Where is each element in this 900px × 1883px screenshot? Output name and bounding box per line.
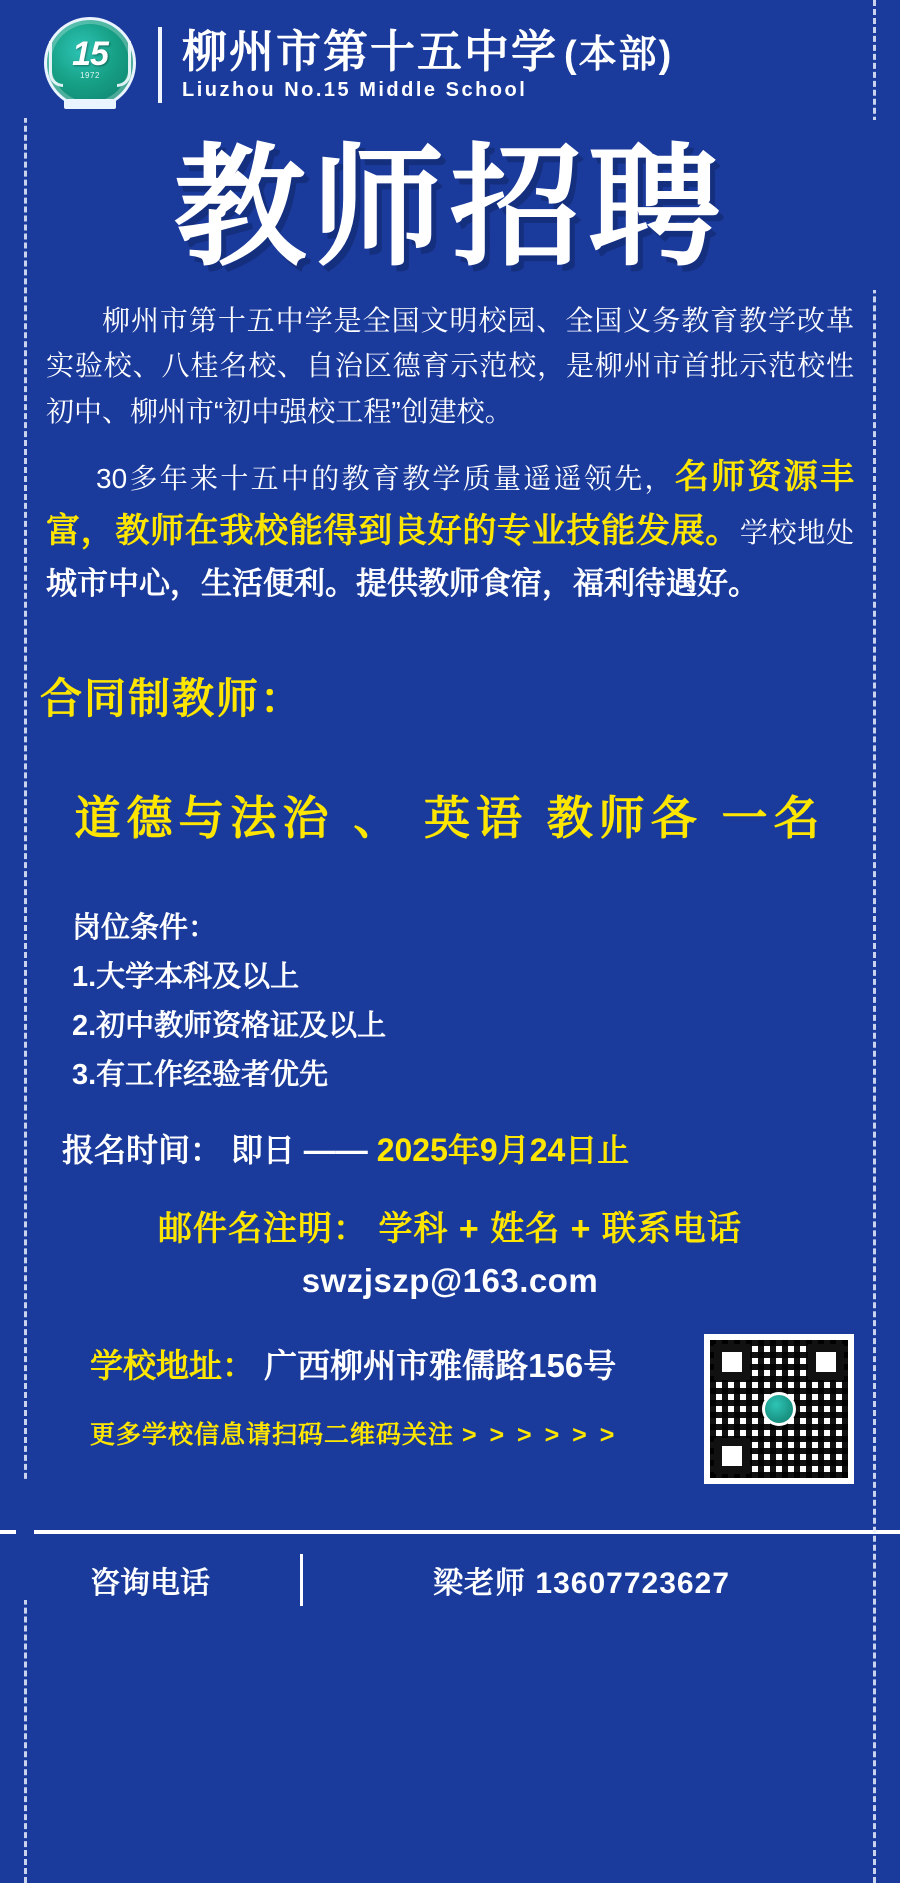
requirements-heading: 岗位条件： (72, 912, 218, 945)
intro-p2-highlight-2: 城市中心，生活便利。提供教师食宿，福利待遇好。 (46, 565, 759, 601)
contract-section-title: 合同制教师： (40, 675, 305, 723)
school-name-cn-row (182, 25, 860, 77)
application-deadline (62, 1125, 900, 1171)
requirement-item: 1.大学本科及以上 (72, 961, 300, 994)
school-name-en: Liuzhou No.15 Middle School (182, 79, 528, 102)
school-name-block (182, 25, 860, 103)
qr-eye-bottom-left (714, 1438, 750, 1474)
page-title: 教师招聘 (174, 134, 726, 281)
requirement-item: 2.初中教师资格证及以上 (72, 1009, 387, 1042)
title-wrapper (0, 120, 900, 284)
mail-address[interactable]: swzjszp@163.com (301, 1262, 599, 1300)
intro-p2-highlight-1: 名师资源丰富，教师在我校能得到良好的专业技能发展。 (46, 458, 855, 551)
qr-center-logo-icon (762, 1392, 796, 1426)
qr-code[interactable] (704, 1334, 854, 1484)
school-branch-label: (本部) (564, 33, 674, 76)
crest-base (64, 99, 116, 109)
footer-label: 咨询电话 (90, 1567, 210, 1601)
mail-subject-note: 邮件名注明： 学科 + 姓名 + 联系电话 (158, 1210, 742, 1249)
scan-arrows: > > > > > > (461, 1421, 618, 1450)
requirement-item: 3.有工作经验者优先 (72, 1058, 329, 1091)
school-name-cn: 柳州市第十五中学 (182, 25, 559, 77)
requirements-block (72, 904, 900, 1099)
left-dashed-rail (24, 0, 27, 1883)
header-divider (158, 27, 162, 103)
school-crest-icon (40, 15, 140, 115)
school-address-value: 广西柳州市雅儒路156号 (264, 1347, 617, 1385)
scan-hint-text: 更多学校信息请扫码二维码关注 (90, 1421, 455, 1450)
address-qr-block (46, 1334, 854, 1504)
rail-mask-left-bot (16, 1480, 34, 1600)
intro-body (0, 284, 900, 608)
crest-year: 1972 (80, 71, 100, 80)
school-address-label: 学校地址： (90, 1347, 255, 1385)
crest-number: 15 (72, 35, 108, 73)
qr-pattern (710, 1340, 848, 1478)
open-posts: 道德与法治 、 英语 教师各 一名 (74, 792, 826, 845)
intro-paragraph-2 (46, 450, 854, 608)
poster-header (0, 0, 900, 120)
intro-p2-part2: 学校地处 (739, 517, 854, 549)
qr-eye-top-left (714, 1344, 750, 1380)
qr-eye-top-right (808, 1344, 844, 1380)
poster-footer (0, 1530, 900, 1626)
intro-paragraph-1: 柳州市第十五中学是全国文明校园、全国义务教育教学改革实验校、八桂名校、自治区德育示范校，是柳州市首批示范校性初中、柳州市“初中强校工程”创建校。 (46, 305, 854, 427)
deadline-from: 即日 —— (230, 1132, 368, 1169)
deadline-date: 2025年9月24日止 (376, 1132, 630, 1169)
intro-p2-part1: 30多年来十五中的教育教学质量遥遥领先， (96, 463, 675, 495)
rail-mask-right-mid (866, 120, 884, 290)
footer-contact[interactable]: 梁老师 13607723627 (433, 1567, 730, 1601)
deadline-label: 报名时间： (62, 1132, 223, 1169)
